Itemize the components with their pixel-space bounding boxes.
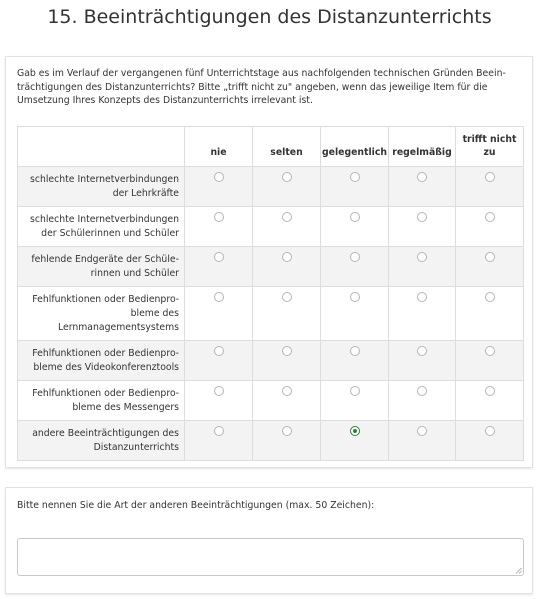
radio-button[interactable] [214, 252, 224, 262]
radio-button[interactable] [485, 386, 495, 396]
row-label: Fehlfunktionen oder Bedienprobleme des Videokonferenztools [18, 341, 185, 381]
radio-button[interactable] [417, 386, 427, 396]
matrix-row [18, 421, 524, 461]
option-cell [253, 341, 321, 381]
row-label: fehlende Endgeräte der Schülerinnen und Schüler [18, 247, 185, 287]
option-cell [321, 421, 389, 461]
option-cell [185, 247, 253, 287]
radio-button[interactable] [485, 252, 495, 262]
option-cell [321, 247, 389, 287]
option-cell [456, 247, 524, 287]
radio-button[interactable] [214, 292, 224, 302]
matrix-row [18, 381, 524, 421]
page-title: 15. Beeinträchtigungen des Distanzunterrichts [47, 6, 492, 28]
option-cell [185, 287, 253, 341]
option-cell [253, 167, 321, 207]
option-cell [389, 381, 456, 421]
radio-button[interactable] [282, 386, 292, 396]
radio-button[interactable] [282, 292, 292, 302]
header-blank [18, 127, 185, 167]
option-cell [389, 207, 456, 247]
column-header: gelegentlich [321, 127, 389, 167]
radio-button[interactable] [350, 346, 360, 356]
option-cell [389, 287, 456, 341]
radio-button[interactable] [485, 212, 495, 222]
option-cell [253, 381, 321, 421]
matrix-row [18, 341, 524, 381]
radio-button[interactable] [417, 172, 427, 182]
row-label: Fehlfunktionen oder Bedienprobleme des Lernmanagementsystems [18, 287, 185, 341]
question-card-text [5, 487, 533, 594]
option-cell [321, 341, 389, 381]
radio-button[interactable] [485, 172, 495, 182]
radio-button-checked[interactable] [350, 426, 360, 436]
option-cell [456, 207, 524, 247]
matrix-row [18, 287, 524, 341]
radio-button[interactable] [485, 426, 495, 436]
radio-button[interactable] [350, 386, 360, 396]
radio-button[interactable] [214, 346, 224, 356]
radio-button[interactable] [417, 346, 427, 356]
row-label: andere Beeinträchtigungen des Distanzunterrichts [18, 421, 185, 461]
radio-button[interactable] [417, 252, 427, 262]
other-impairments-input[interactable] [17, 538, 524, 576]
radio-button[interactable] [282, 426, 292, 436]
table-header-row [18, 127, 524, 167]
radio-button[interactable] [282, 172, 292, 182]
radio-button[interactable] [417, 212, 427, 222]
radio-button[interactable] [350, 252, 360, 262]
radio-button[interactable] [282, 212, 292, 222]
option-cell [253, 287, 321, 341]
option-cell [253, 421, 321, 461]
radio-button[interactable] [214, 172, 224, 182]
column-header: regelmäßig [389, 127, 456, 167]
matrix-row [18, 247, 524, 287]
question-text: Gab es im Verlauf der vergangenen fünf Unterrichtstage aus nachfolgenden technischen Gründen Beeinträchtigungen des Distanzunterrichts? Bitte „trifft nicht zu" angeben, wenn das jeweilige Item für die Umsetzung Ihres Konzepts des Distanzunterrichts irrelevant ist. [17, 68, 506, 106]
option-cell [456, 381, 524, 421]
radio-button[interactable] [214, 386, 224, 396]
question-card-matrix [5, 56, 533, 468]
column-header: selten [253, 127, 321, 167]
radio-button[interactable] [485, 346, 495, 356]
row-label: schlechte Internetverbindungen der Schülerinnen und Schüler [18, 207, 185, 247]
matrix-row [18, 207, 524, 247]
column-header: trifft nicht zu [456, 127, 524, 167]
option-cell [389, 247, 456, 287]
option-cell [253, 247, 321, 287]
option-cell [185, 341, 253, 381]
row-label: Fehlfunktionen oder Bedienprobleme des Messengers [18, 381, 185, 421]
radio-button[interactable] [350, 292, 360, 302]
option-cell [321, 287, 389, 341]
option-cell [456, 167, 524, 207]
option-cell [389, 421, 456, 461]
option-cell [389, 167, 456, 207]
radio-button[interactable] [417, 292, 427, 302]
radio-button[interactable] [214, 426, 224, 436]
option-cell [456, 287, 524, 341]
matrix-row [18, 167, 524, 207]
option-cell [185, 421, 253, 461]
option-cell [321, 167, 389, 207]
radio-button[interactable] [282, 346, 292, 356]
radio-button[interactable] [485, 292, 495, 302]
row-label: schlechte Internetverbindungen der Lehrkräfte [18, 167, 185, 207]
option-cell [185, 167, 253, 207]
radio-button[interactable] [282, 252, 292, 262]
option-cell [253, 207, 321, 247]
option-cell [321, 207, 389, 247]
radio-button[interactable] [350, 172, 360, 182]
option-cell [321, 381, 389, 421]
option-cell [456, 421, 524, 461]
option-cell [456, 341, 524, 381]
option-cell [185, 381, 253, 421]
radio-button[interactable] [417, 426, 427, 436]
matrix-table [17, 126, 524, 461]
column-header: nie [185, 127, 253, 167]
radio-button[interactable] [350, 212, 360, 222]
option-cell [389, 341, 456, 381]
radio-button[interactable] [214, 212, 224, 222]
question-text: Bitte nennen Sie die Art der anderen Beeinträchtigungen (max. 50 Zeichen): [17, 500, 375, 511]
option-cell [185, 207, 253, 247]
